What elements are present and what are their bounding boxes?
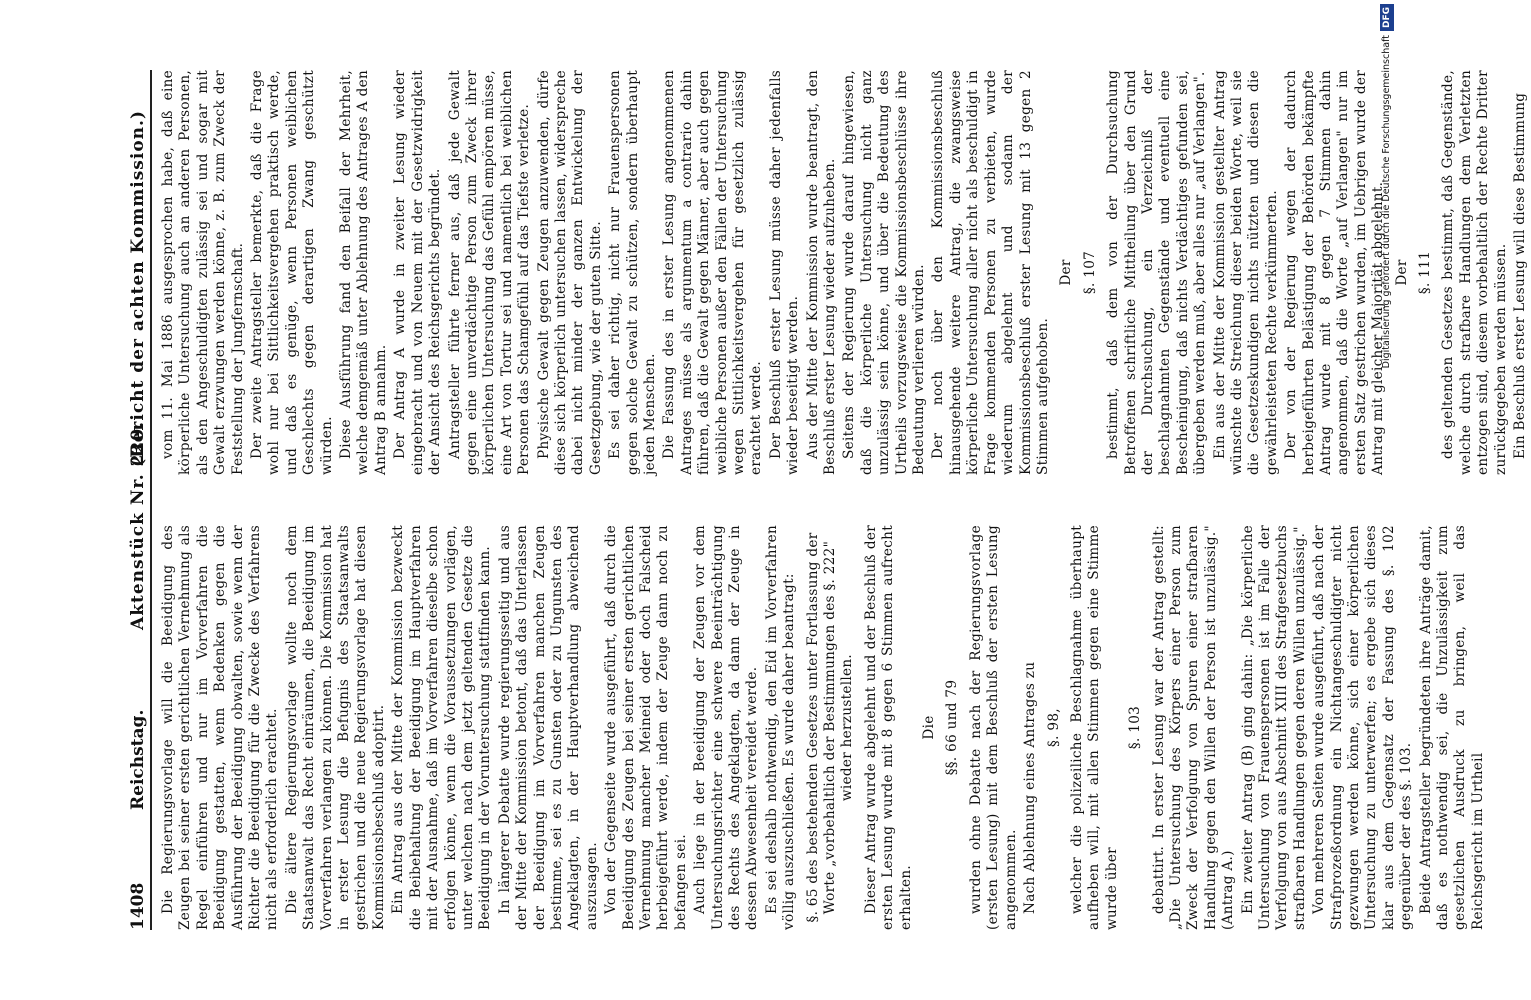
digitization-note-text: Digitalisierung gefördert durch die Deutsche Forschungsgemeinschaft bbox=[1381, 35, 1392, 369]
paragraph: Von der Gegenseite wurde ausgeführt, daß durch die Beeidigung des Zeugen bei seiner ersten gerichtlichen Vernehmung mancher Meineid oder doch Falscheid herbeigeführt werde, indem der Zeuge dann noch zu befangen sei. bbox=[603, 525, 689, 930]
paragraph: Der Beschluß erster Lesung müsse daher jedenfalls wieder beseitigt werden. bbox=[767, 70, 802, 475]
paragraph: §. 107 bbox=[1081, 250, 1098, 295]
paragraph: Die Fassung des in erster Lesung angenommenen Antrages müsse als argumentum a contrario dahin führen, daß die Gewalt gegen Männer, aber auch gegen weibliche Personen außer den Fällen der Untersuchung wegen Sittlichkeitsvergehen für gesetzlich zulässig erachtet werde. bbox=[661, 70, 765, 475]
page-header bbox=[110, 70, 152, 930]
paragraph: §. 65 des bestehenden Gesetzes unter Fortlassung der Worte „vorbehaltlich der Bestimmungen des §. 222" wieder herzustellen. bbox=[804, 532, 856, 923]
header-aktenstueck: Aktenstück Nr. 220. bbox=[128, 420, 148, 630]
paragraph: §. 111 bbox=[1417, 250, 1434, 295]
paragraph: Ein Antrag aus der Mitte der Kommission bezweckt die Beibehaltung der Beeidigung im Hauptverfahren mit der Ausnahme, daß im Vorverfahren dieselbe schon erfolgen könne, wenn die Voraussetzungen vorlägen, unter welchen nach dem jetzt geltenden Gesetze die Beeidigung in der Voruntersuchung stattfinden kann. bbox=[390, 525, 494, 930]
paragraph: In längerer Debatte wurde regierungsseitig und aus der Mitte der Kommission betont, daß das Unterlassen der Beeidigung im Vorverfahren manchen Zeugen bestimme, sei es zu Gunsten oder zu Ungunsten des Angeklagten, in der Hauptverhandlung abweichend auszusagen. bbox=[496, 525, 600, 930]
paragraph: Der zweite Antragsteller bemerkte, daß die Frage wohl nur bei Sittlichkeitsvergehen praktisch werde, und daß es genüge, wenn Personen weiblichen Geschlechts gegen derartigen Zwang geschützt würden. bbox=[249, 70, 335, 475]
text-columns bbox=[160, 70, 1531, 930]
paragraph: debattirt. In erster Lesung war der Antrag gestellt: „Die Untersuchung des Körpers einer Person zum Zweck der Verfolgung von Spuren einer strafbaren Handlung gegen den Willen der Person ist unzulässig." (Antrag A.) bbox=[1150, 525, 1237, 930]
paragraph: Physische Gewalt gegen Zeugen anzuwenden, dürfe diese sich körperlich untersuchen lassen, widerspreche dabei nicht minder der ganzen Entwickelung der Gesetzgebung, wie der guten Sitte. bbox=[535, 70, 604, 475]
paragraph: Antragsteller führte ferner aus, daß jede Gewalt gegen eine unverdächtige Person zum Zweck ihrer körperlichen Untersuchung das Gefühl empören müsse, eine Art von Tortur sei und namentlich bei weiblichen Personen das Schamgefühl auf das Tiefste verletze. bbox=[446, 70, 533, 475]
paragraph: Die Regierungsvorlage will die Beeidigung des Zeugen bei seiner ersten gerichtlichen Vernehmung als Regel einführen und nur im Vorverfahren die Beeidigung gestatten, wenn Bedenken gegen die Ausführung der Beeidigung obwalten, sowie wenn der Richter die Beeidigung für die Zwecke des Verfahrens nicht als erforderlich erachtet. bbox=[160, 525, 281, 930]
header-left-title: Reichstag. bbox=[128, 709, 148, 810]
paragraph: Aus der Mitte der Kommission wurde beantragt, den Beschluß erster Lesung wieder aufzuheben. bbox=[804, 70, 839, 475]
paragraph: Es sei daher richtig, nicht nur Frauenspersonen gegen solche Gewalt zu schützen, sondern überhaupt jeden Menschen. bbox=[607, 70, 658, 475]
paragraph: Die ältere Regierungsvorlage wollte noch dem Staatsanwalt das Recht einräumen, die Beeidigung im Vorverfahren verlangen zu können. Die Kommission hat in erster Lesung die Befugnis des Staatsanwalts gestrichen und die neue Regierungsvorlage hat diesen Kommissionsbeschluß adoptirt. bbox=[283, 525, 387, 930]
paragraph: Dieser Antrag wurde abgelehnt und der Beschluß der ersten Lesung wurde mit 8 gegen 6 Stimmen aufrecht erhalten. bbox=[862, 525, 914, 930]
paragraph: Der bbox=[1058, 259, 1075, 286]
paragraph: bestimmt, daß dem von der Durchsuchung Betroffenen schriftliche Mittheilung über den Grund der Durchsuchung, ein Verzeichniß der beschlagnahmten Gegenstände und eventuell eine Bescheinigung, daß nichts Verdächtiges gefunden sei, übergeben werden muß, aber alles nur „auf Verlangen". bbox=[1105, 70, 1209, 475]
paragraph: welcher die polizeiliche Beschlagnahme überhaupt aufheben will, mit allen Stimmen gegen eine Stimme wurde über bbox=[1068, 525, 1120, 930]
page-number: 1408 bbox=[128, 882, 148, 930]
paragraph: §. 103 bbox=[1127, 705, 1144, 750]
paragraph: Der bbox=[1393, 259, 1410, 286]
left-column bbox=[160, 525, 1531, 930]
paragraph: Ein Beschluß erster Lesung will diese Bestimmung bbox=[1512, 92, 1529, 459]
dfg-logo: DFG bbox=[1380, 4, 1394, 31]
right-column bbox=[160, 70, 1531, 475]
paragraph: Diese Ausführung fand den Beifall der Mehrheit, welche demgemäß unter Ablehnung des Antrages A den Antrag B annahm. bbox=[338, 70, 389, 475]
paragraph: Der von der Regierung wegen der dadurch herbeigeführten Belästigung der Behörden bekämpfte Antrag wurde mit 8 gegen 7 Stimmen dahin angenommen, daß die Worte „auf Verlangen" nur im ersten Satz gestrichen wurden, im Uebrigen wurde der Antrag mit gleicher Majorität abgelehnt. bbox=[1283, 70, 1387, 475]
paragraph: vom 11. Mai 1886 ausgesprochen habe, daß eine körperliche Untersuchung auch an anderen Personen, als den Angeschuldigten zulässig sei und sogar mit Gewalt erzwungen werden könne, z. B. zum Zweck der Feststellung der Jungfernschaft. bbox=[160, 70, 246, 475]
paragraph: Auch liege in der Beeidigung der Zeugen vor dem Untersuchungsrichter eine schwere Beeinträchtigung des Rechts des Angeklagten, da dann der Zeuge in dessen Abwesenheit vereidet werde. bbox=[692, 525, 761, 930]
paragraph: Es sei deshalb nothwendig, den Eid im Vorverfahren völlig auszuschließen. Es wurde daher beantragt: bbox=[763, 525, 798, 930]
paragraph: Der Antrag A wurde in zweiter Lesung wieder eingebracht und von Neuem mit der Gesetzwidrigkeit der Ansicht des Reichsgerichts begründet. bbox=[392, 70, 444, 475]
paragraph: Von mehreren Seiten wurde ausgeführt, daß nach der Strafprozeßordnung ein Nichtangeschuldigter nicht gezwungen werden könne, sich einer körperlichen Untersuchung zu unterwerfen; es ergebe sich dieses klar aus dem Gegensatz der Fassung des §. 102 gegenüber der des §. 103. bbox=[1311, 525, 1415, 930]
paragraph: Nach Ablehnung eines Antrages zu bbox=[1022, 661, 1039, 914]
paragraph: Die bbox=[921, 715, 938, 740]
paragraph: §§. 66 und 79 bbox=[944, 679, 961, 776]
header-right-title: (Bericht der achten Kommission.) bbox=[128, 110, 148, 467]
paragraph: Seitens der Regierung wurde darauf hingewiesen, daß die körperliche Untersuchung nicht ganz unzulässig sein könne, und über die Bedeutung des Urtheils vorzugsweise die Kommissionsbeschlüsse ihre Bedeutung verlieren würden. bbox=[841, 70, 928, 475]
paragraph: wurden ohne Debatte nach der Regierungsvorlage (ersten Lesung) mit dem Beschluß der ersten Lesung angenommen. bbox=[967, 525, 1019, 930]
paragraph: Ein zweiter Antrag (B) ging dahin: „Die körperliche Untersuchung von Frauenspersonen ist im Falle der Verfolgung von aus Abschnitt XIII des Strafgesetzbuchs strafbaren Handlungen gegen deren Willen unzulässig." bbox=[1239, 525, 1308, 930]
paragraph: Ein aus der Mitte der Kommission gestellter Antrag wünschte die Streichung dieser beiden Worte, weil sie die Gesetzeskundigen nichts nützten und diesen die gewährleisteten Rechte verkümmerten. bbox=[1211, 70, 1280, 475]
paragraph: Der noch über den Kommissionsbeschluß hinausgehende weitere Antrag, die zwangsweise körperliche Untersuchung aller nicht als beschuldigt in Frage kommenden Personen zu verbieten, wurde wiederum abgelehnt und sodann der Kommissionsbeschluß erster Lesung mit 13 gegen 2 Stimmen aufgehoben. bbox=[930, 70, 1051, 475]
paragraph: des geltenden Gesetzes bestimmt, daß Gegenstände, welche durch strafbare Handlungen dem Verletzten entzogen sind, diesem vorbehaltlich der Rechte Dritter zurückgegeben werden müssen. bbox=[1440, 70, 1509, 475]
paragraph: §. 98, bbox=[1045, 708, 1062, 747]
paragraph: Beide Antragsteller begründeten ihre Anträge damit, daß es nothwendig sei, die Unzulässigkeit zum gesetzlichen Ausdruck zu bringen, weil das Reichsgericht im Urtheil bbox=[1417, 525, 1486, 930]
digitization-note bbox=[1378, 0, 1396, 1000]
